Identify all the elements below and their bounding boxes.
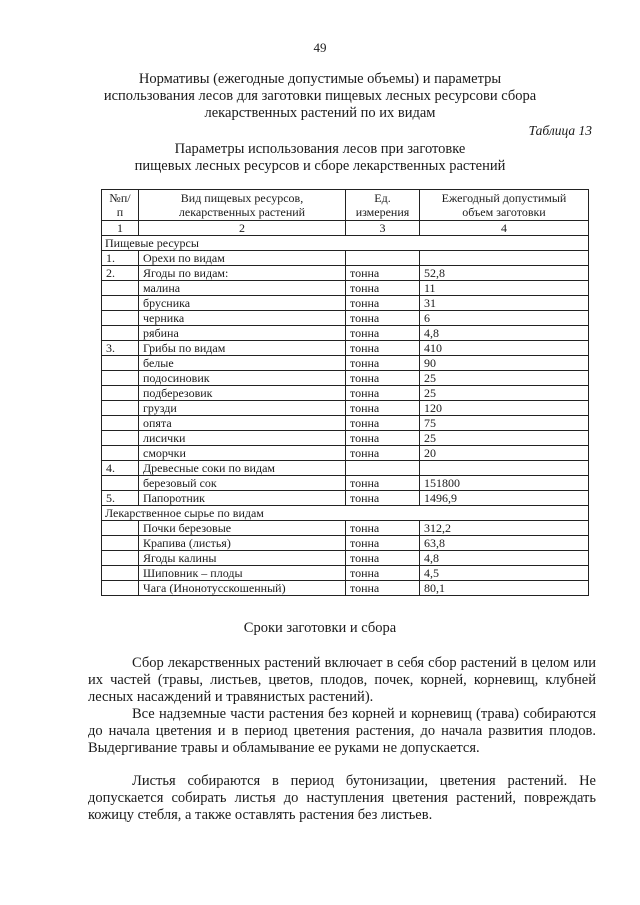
cell-number: 3. xyxy=(102,341,139,356)
header-line: объем заготовки xyxy=(462,205,546,219)
table-row xyxy=(102,566,589,581)
table-row xyxy=(102,296,589,311)
cell-number xyxy=(102,401,139,416)
cell-value: 90 xyxy=(420,356,589,371)
section-row xyxy=(102,236,589,251)
title-line: лекарственных растений по их видам xyxy=(204,105,436,121)
table-row xyxy=(102,521,589,536)
norms-table xyxy=(101,189,589,596)
cell-unit: тонна xyxy=(346,371,420,386)
cell-number xyxy=(102,356,139,371)
cell-number xyxy=(102,296,139,311)
table-row xyxy=(102,581,589,596)
cell-number xyxy=(102,476,139,491)
cell-unit: тонна xyxy=(346,521,420,536)
cell-name: лисички xyxy=(139,431,346,446)
cell-name: брусника xyxy=(139,296,346,311)
cell-number xyxy=(102,446,139,461)
table-title-line: пищевых лесных ресурсов и сборе лекарственных растений xyxy=(134,158,506,174)
table-row xyxy=(102,341,589,356)
header-row xyxy=(102,190,589,221)
cell-name: Шиповник – плоды xyxy=(139,566,346,581)
cell-name: Чага (Инонотусскошенный) xyxy=(139,581,346,596)
cell-value: 6 xyxy=(420,311,589,326)
cell-name: подосиновик xyxy=(139,371,346,386)
cell-value: 1496,9 xyxy=(420,491,589,506)
cell-name: Папоротник xyxy=(139,491,346,506)
cell-value: 25 xyxy=(420,386,589,401)
cell-unit: тонна xyxy=(346,326,420,341)
header-line: Вид пищевых ресурсов, xyxy=(180,191,304,205)
table-row xyxy=(102,281,589,296)
column-number: 3 xyxy=(346,221,420,236)
cell-unit: тонна xyxy=(346,341,420,356)
column-number: 4 xyxy=(420,221,589,236)
cell-value xyxy=(420,251,589,266)
column-number-row xyxy=(102,221,589,236)
cell-number xyxy=(102,386,139,401)
table-row xyxy=(102,266,589,281)
title-line: Нормативы (ежегодные допустимые объемы) и параметры xyxy=(138,71,502,87)
cell-value: 63,8 xyxy=(420,536,589,551)
cell-unit: тонна xyxy=(346,566,420,581)
table-row xyxy=(102,251,589,266)
cell-name: Ягоды по видам: xyxy=(139,266,346,281)
cell-unit: тонна xyxy=(346,311,420,326)
table-row xyxy=(102,461,589,476)
cell-unit: тонна xyxy=(346,416,420,431)
table-row xyxy=(102,326,589,341)
table-row xyxy=(102,416,589,431)
header-kind xyxy=(139,190,346,221)
cell-value xyxy=(420,461,589,476)
cell-value: 312,2 xyxy=(420,521,589,536)
table-row xyxy=(102,311,589,326)
section-title: Сроки заготовки и сбора xyxy=(243,620,397,636)
cell-value: 20 xyxy=(420,446,589,461)
column-number: 1 xyxy=(102,221,139,236)
cell-number xyxy=(102,551,139,566)
cell-value: 4,8 xyxy=(420,551,589,566)
cell-number xyxy=(102,581,139,596)
cell-unit: тонна xyxy=(346,356,420,371)
cell-number xyxy=(102,371,139,386)
cell-unit: тонна xyxy=(346,296,420,311)
cell-number xyxy=(102,311,139,326)
table-row xyxy=(102,371,589,386)
cell-unit: тонна xyxy=(346,401,420,416)
table-row xyxy=(102,431,589,446)
paragraph: Все надземные части растения без корней и корневищ (трава) собираются до начала цветения и в период цветения растения, до начала развития плодов. Выдергивание травы и обламывание ее руками не допускается. xyxy=(88,706,596,756)
cell-value: 11 xyxy=(420,281,589,296)
cell-unit: тонна xyxy=(346,536,420,551)
cell-value: 52,8 xyxy=(420,266,589,281)
cell-name: сморчки xyxy=(139,446,346,461)
cell-unit xyxy=(346,251,420,266)
table-row xyxy=(102,386,589,401)
cell-number xyxy=(102,521,139,536)
section-label: Пищевые ресурсы xyxy=(102,236,589,251)
header-line: Ед. xyxy=(374,191,391,205)
cell-name: грузди xyxy=(139,401,346,416)
title-line: использования лесов для заготовки пищевых лесных ресурсови сбора xyxy=(103,88,537,104)
cell-name: малина xyxy=(139,281,346,296)
cell-unit xyxy=(346,461,420,476)
cell-name: березовый сок xyxy=(139,476,346,491)
section-row xyxy=(102,506,589,521)
cell-number xyxy=(102,326,139,341)
cell-name: подберезовик xyxy=(139,386,346,401)
section-label: Лекарственное сырье по видам xyxy=(102,506,589,521)
cell-name: рябина xyxy=(139,326,346,341)
cell-name: Крапива (листья) xyxy=(139,536,346,551)
cell-value: 25 xyxy=(420,431,589,446)
cell-number xyxy=(102,416,139,431)
cell-name: Орехи по видам xyxy=(139,251,346,266)
cell-value: 31 xyxy=(420,296,589,311)
cell-name: Древесные соки по видам xyxy=(139,461,346,476)
cell-value: 4,5 xyxy=(420,566,589,581)
cell-unit: тонна xyxy=(346,446,420,461)
table-row xyxy=(102,356,589,371)
cell-value: 80,1 xyxy=(420,581,589,596)
cell-value: 25 xyxy=(420,371,589,386)
cell-unit: тонна xyxy=(346,551,420,566)
cell-unit: тонна xyxy=(346,476,420,491)
cell-number: 4. xyxy=(102,461,139,476)
cell-number xyxy=(102,281,139,296)
header-line: измерения xyxy=(355,205,410,219)
table-row xyxy=(102,551,589,566)
cell-number: 2. xyxy=(102,266,139,281)
table-row xyxy=(102,476,589,491)
cell-number xyxy=(102,431,139,446)
column-number: 2 xyxy=(139,221,346,236)
cell-value: 75 xyxy=(420,416,589,431)
cell-number xyxy=(102,566,139,581)
cell-unit: тонна xyxy=(346,386,420,401)
table-body xyxy=(102,236,589,596)
page-number: 49 xyxy=(313,40,327,55)
table-row xyxy=(102,536,589,551)
cell-name: Грибы по видам xyxy=(139,341,346,356)
header-line: Ежегодный допустимый xyxy=(441,191,567,205)
header-volume xyxy=(420,190,589,221)
cell-number xyxy=(102,536,139,551)
header-line: лекарственных растений xyxy=(178,205,306,219)
cell-unit: тонна xyxy=(346,581,420,596)
table-title-line: Параметры использования лесов при заготовке xyxy=(174,141,466,157)
cell-value: 4,8 xyxy=(420,326,589,341)
cell-unit: тонна xyxy=(346,281,420,296)
cell-number: 1. xyxy=(102,251,139,266)
cell-number: 5. xyxy=(102,491,139,506)
header-line: п xyxy=(116,205,124,219)
table-title xyxy=(100,141,540,175)
table-row xyxy=(102,401,589,416)
table-label: Таблица 13 xyxy=(528,123,592,138)
paragraph: Сбор лекарственных растений включает в себя сбор растений в целом или их частей (травы, листьев, цветов, плодов, почек, корней, корневищ, клубней лесных насаждений и травянистых растений). xyxy=(88,655,596,705)
table-row xyxy=(102,446,589,461)
cell-unit: тонна xyxy=(346,431,420,446)
header-line: №п/ xyxy=(109,191,131,205)
cell-name: белые xyxy=(139,356,346,371)
cell-unit: тонна xyxy=(346,266,420,281)
document-title xyxy=(100,71,540,122)
header-no xyxy=(102,190,139,221)
cell-name: черника xyxy=(139,311,346,326)
paragraph: Листья собираются в период бутонизации, цветения растений. Не допускается собирать листья до наступления цветения растений, повреждать кожицу стебля, а также оставлять растения без листьев. xyxy=(88,773,596,823)
cell-name: опята xyxy=(139,416,346,431)
cell-name: Почки березовые xyxy=(139,521,346,536)
cell-unit: тонна xyxy=(346,491,420,506)
cell-value: 151800 xyxy=(420,476,589,491)
table-row xyxy=(102,491,589,506)
cell-name: Ягоды калины xyxy=(139,551,346,566)
cell-value: 410 xyxy=(420,341,589,356)
cell-value: 120 xyxy=(420,401,589,416)
header-unit xyxy=(346,190,420,221)
